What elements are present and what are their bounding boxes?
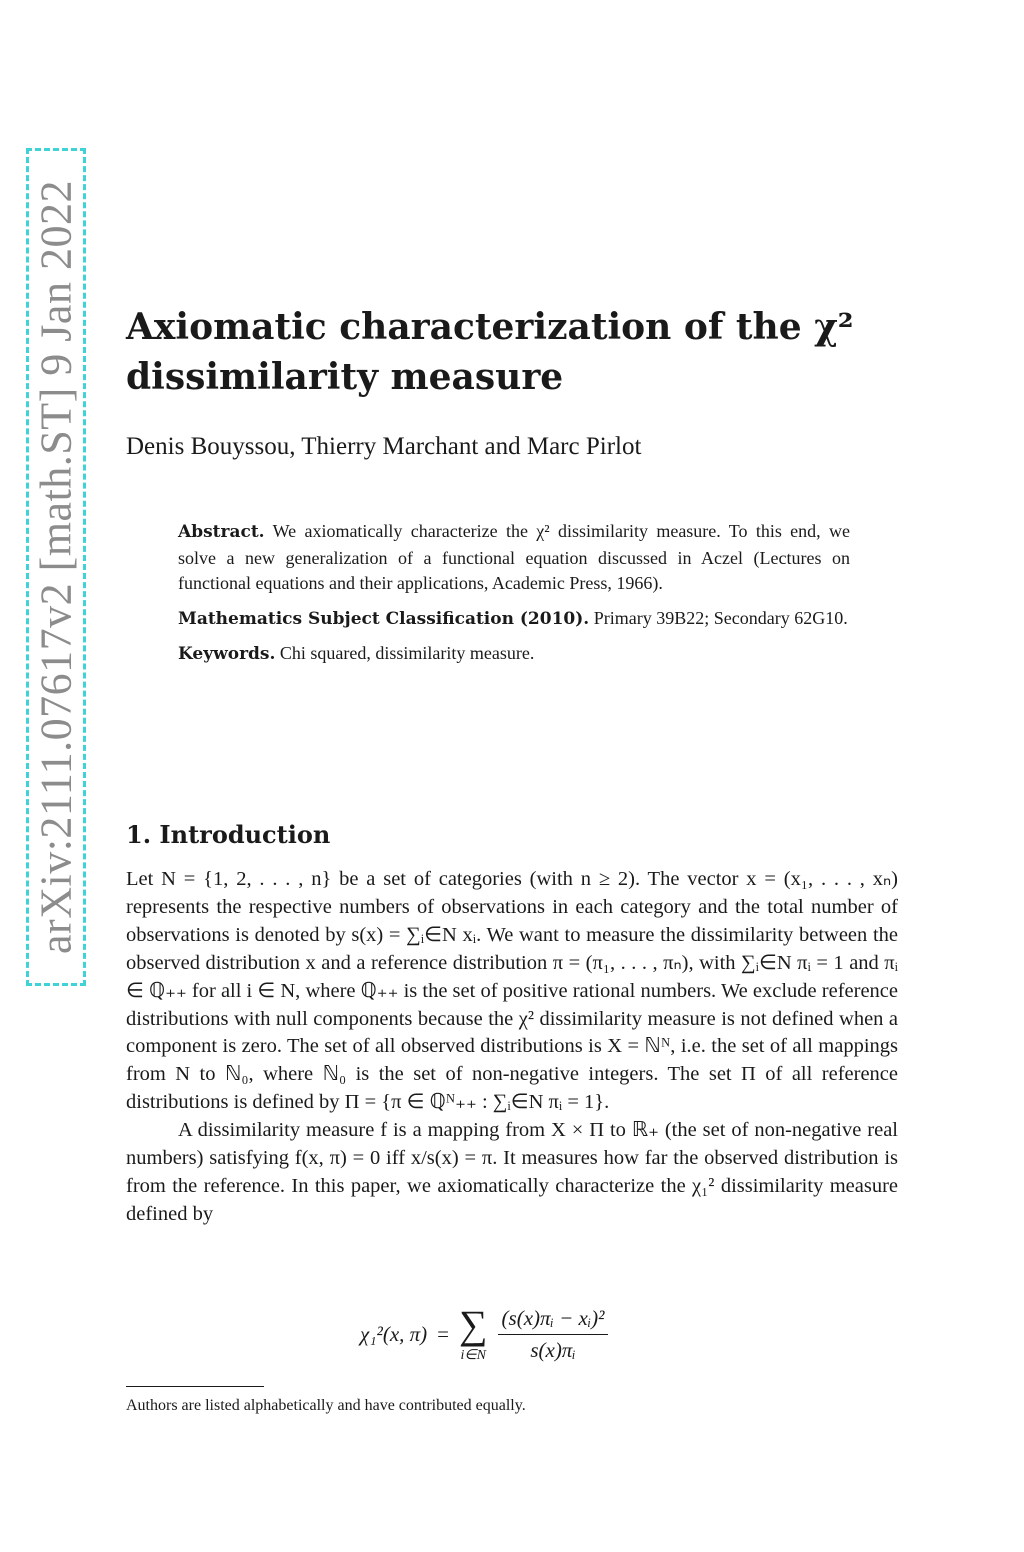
keywords-label: Keywords. [178,644,276,664]
chi-squared-equation [360,1296,608,1372]
footnote-rule [126,1386,264,1387]
arxiv-id: arXiv:2111.07617v2 [math.ST] 9 Jan 2022 [31,180,81,954]
msc [178,606,850,633]
abstract-text: We axiomatically characterize the χ² dissimilarity measure. To this end, we solve a new generalization of a functional equation discussed in Aczel (Lectures on functional equations and their applications, Academic Press, 1966). [178,521,850,593]
keywords-text: Chi squared, dissimilarity measure. [279,643,535,663]
sum-index: i∈N [460,1347,486,1363]
sum-symbol: ∑ [459,1301,488,1347]
equation-equals: = [437,1321,450,1346]
equation-lhs: χ₁²(x, π) [360,1321,428,1346]
paper-title: Axiomatic characterization of the χ² dissimilarity measure [126,306,854,398]
fraction [498,1306,609,1363]
abstract-label: Abstract. [178,522,265,542]
msc-label: Mathematics Subject Classification (2010). [178,608,590,629]
summation [459,1301,488,1364]
fraction-denominator: s(x)πᵢ [530,1337,576,1362]
fraction-numerator: (s(x)πᵢ − xᵢ)² [498,1306,609,1335]
footnote: Authors are listed alphabetically and have contributed equally. [126,1397,526,1414]
section-heading: 1. Introduction [126,820,331,849]
keywords [178,641,850,668]
authors: Denis Bouyssou, Thierry Marchant and Marc Pirlot [126,433,642,460]
msc-text: Primary 39B22; Secondary 62G10. [593,607,848,628]
section-body [126,866,898,1229]
abstract [178,519,850,597]
front-matter [178,519,850,677]
paragraph: A dissimilarity measure f is a mapping from X × Π to ℝ₊ (the set of non-negative real numbers) satisfying f(x, π) = 0 iff x/s(x) = π. It measures how far the observed distribution is from the reference. In this paper, we axiomatically characterize the χ₁² dissimilarity measure defined by [126,1119,898,1225]
paragraph: Let N = {1, 2, . . . , n} be a set of categories (with n ≥ 2). The vector x = (x₁, . . . , xₙ) represents the respective numbers of observations in each category and the total number of observations is denoted by s(x) = ∑ᵢ∈N xᵢ. We want to measure the dissimilarity between the observed distribution x and a reference distribution π = (π₁, . . . , πₙ), with ∑ᵢ∈N πᵢ = 1 and πᵢ ∈ ℚ₊₊ for all i ∈ N, where ℚ₊₊ is the set of positive rational numbers. We exclude reference distributions with null components because the χ² dissimilarity measure is not defined when a component is zero. The set of all observed distributions is X = ℕᴺ, i.e. the set of all mappings from N to ℕ₀, where ℕ₀ is the set of non-negative integers. The set Π of all reference distributions is defined by Π = {π ∈ ℚᴺ₊₊ : ∑ᵢ∈N πᵢ = 1}. [126,868,898,1114]
arxiv-stamp [26,148,86,986]
